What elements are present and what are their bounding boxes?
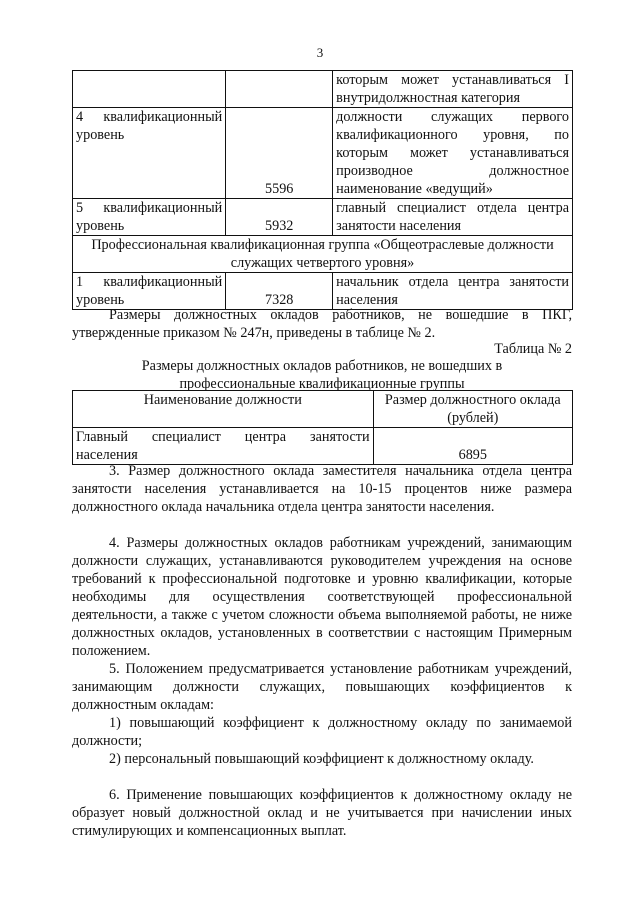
page-number: 3 (316, 45, 324, 60)
table-cell-positions: главный специалист отдела центра занятости населения (333, 199, 573, 236)
paragraph-5: 5. Положением предусматривается установление работникам учреждений, занимающим должности служащих, повышающих коэффициентов к должностным окладам: (72, 661, 572, 713)
table2-title: Размеры должностных окладов работников, не вошедших в профессиональные квалификационные группы (141, 358, 503, 392)
group-title: Профессиональная квалификационная группа «Общеотраслевые должности служащих четвертого уровня» (73, 236, 573, 273)
paragraph-5-item-1: 1) повышающий коэффициент к должностному окладу по занимаемой должности; (72, 715, 572, 749)
table-row (73, 273, 573, 310)
table-row (73, 71, 573, 108)
table-cell-salary: 5932 (226, 199, 333, 236)
table-row (73, 108, 573, 199)
paragraph-3: 3. Размер должностного оклада заместителя начальника отдела центра занятости населения устанавливается на 10-15 процентов ниже размера должностного оклада начальника отдела центра занятости населения. (72, 463, 572, 515)
table-row (73, 199, 573, 236)
table-header-salary: Размер должностного оклада (рублей) (373, 391, 572, 428)
table-header-name: Наименование должности (73, 391, 374, 428)
table-cell-positions: которым может устанавливаться I внутридолжностная категория (333, 71, 573, 108)
paragraph-4: 4. Размеры должностных окладов работникам учреждений, занимающим должности служащих, устанавливаются руководителем учреждения на основе требований к профессиональной подготовке и уровню квалификации, которые необходимы для осуществления соответствующей профессиональной деятельности, а также с учетом сложности объема выполняемой работы, не ниже должностных окладов, установленных в соответствии с настоящим Примерным положением. (72, 535, 572, 659)
table-cell-salary: 5596 (226, 108, 333, 199)
salary-table-2 (72, 390, 573, 465)
table-cell-level: 5 квалификационный уровень (73, 199, 226, 236)
table-cell-level: 4 квалификационный уровень (73, 108, 226, 199)
table2-label: Таблица № 2 (494, 341, 572, 357)
table-cell-positions: начальник отдела центра занятости населения (333, 273, 573, 310)
intro-paragraph: Размеры должностных окладов работников, не вошедшие в ПКГ, утвержденные приказом № 247н, приведены в таблице № 2. (72, 307, 572, 341)
paragraph-5-item-2: 2) персональный повышающий коэффициент к должностному окладу. (109, 751, 534, 767)
table-cell-level (73, 71, 226, 108)
table-cell-salary (226, 71, 333, 108)
table-cell-level: 1 квалификационный уровень (73, 273, 226, 310)
salary-table-1 (72, 70, 573, 310)
table-cell-positions: должности служащих первого квалификационного уровня, по которым может устанавливаться производное должностное наименование «ведущий» (333, 108, 573, 199)
table-cell-salary: 6895 (373, 428, 572, 465)
table-row (73, 428, 573, 465)
table-group-row (73, 236, 573, 273)
paragraph-6: 6. Применение повышающих коэффициентов к должностному окладу не образует новый должностной оклад и не учитывается при начислении иных стимулирующих и компенсационных выплат. (72, 787, 572, 839)
table-header-row (73, 391, 573, 428)
table-cell-salary: 7328 (226, 273, 333, 310)
table-cell-position: Главный специалист центра занятости населения (73, 428, 374, 465)
